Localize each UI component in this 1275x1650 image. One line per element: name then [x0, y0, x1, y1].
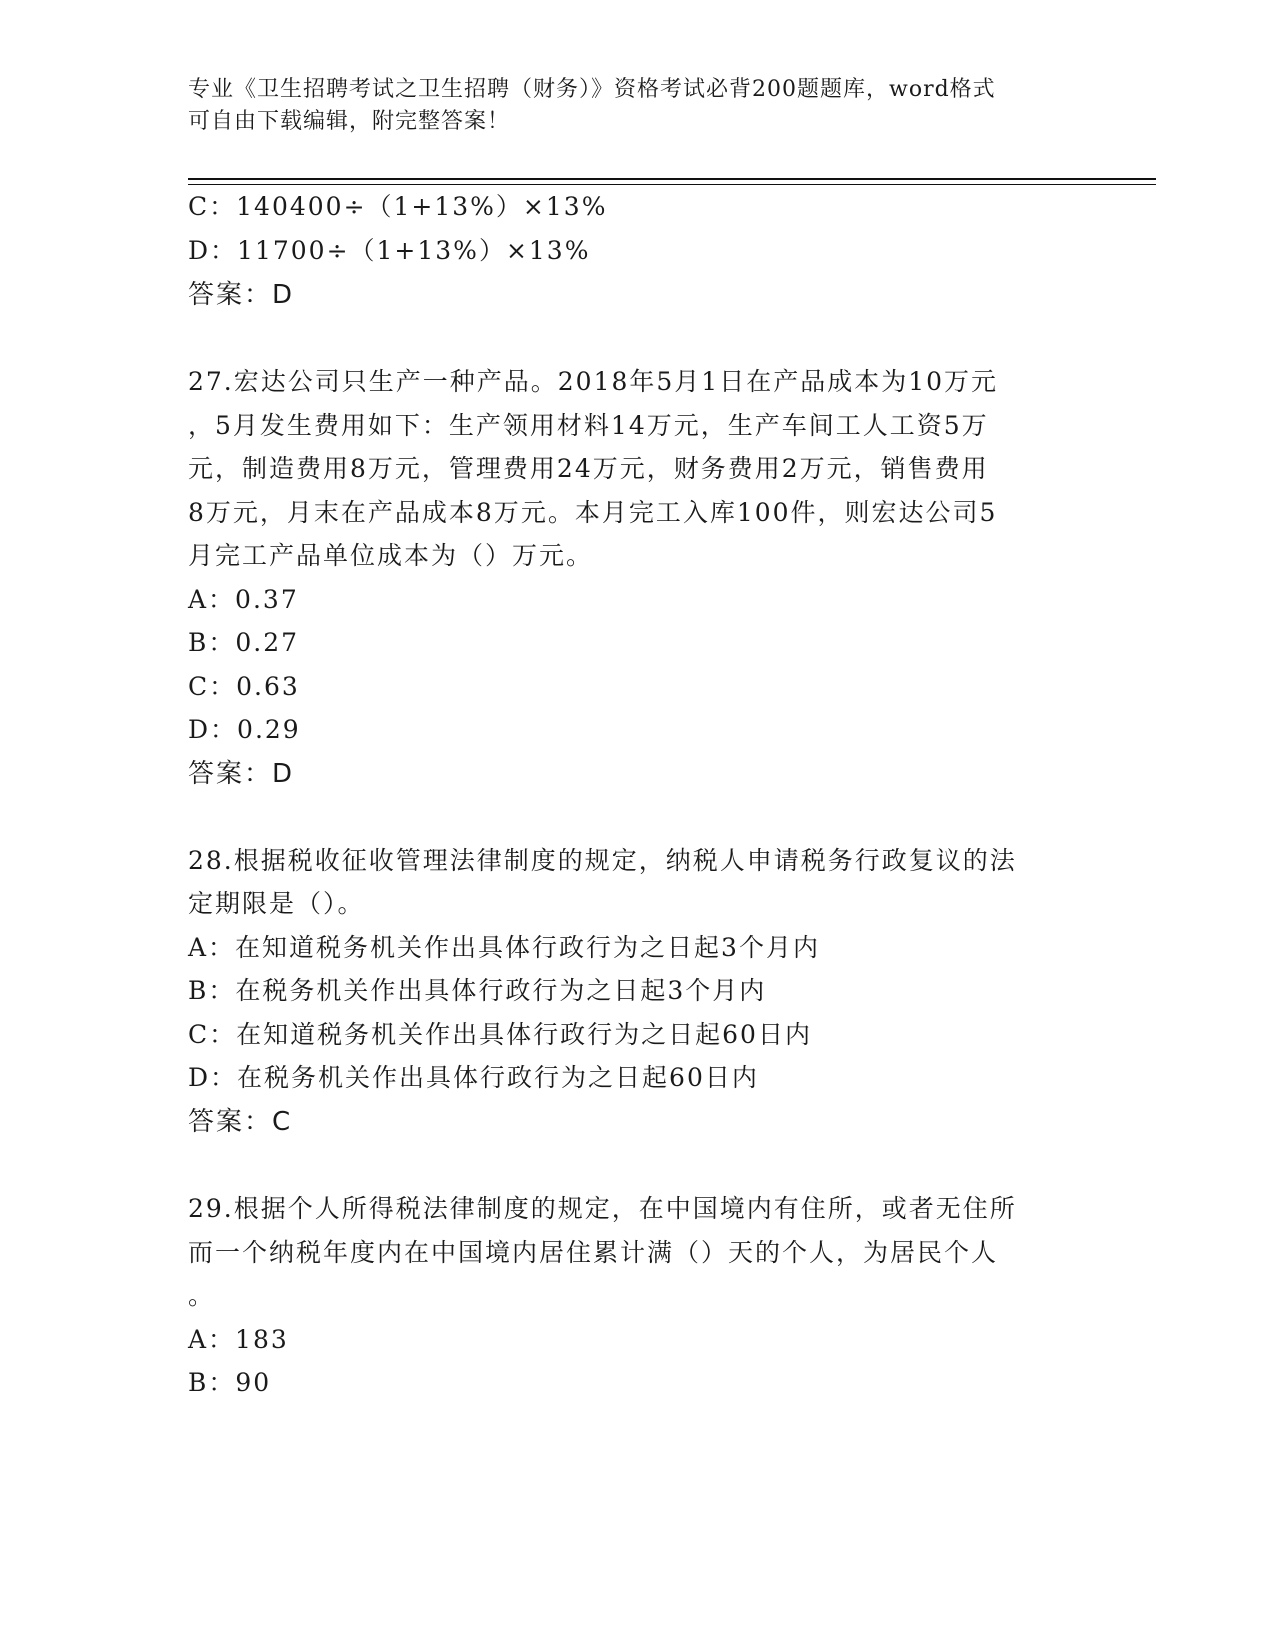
option-c: C：140400÷（1+13%）×13%: [188, 192, 608, 221]
answer-label: 答案：C: [188, 1107, 293, 1137]
question-29-line-1: 29.根据个人所得税法律制度的规定，在中国境内有住所，或者无住所: [188, 1194, 1017, 1223]
question-28-line-1: 28.根据税收征收管理法律制度的规定，纳税人申请税务行政复议的法: [188, 846, 1017, 875]
question-27-line-1: 27.宏达公司只生产一种产品。2018年5月1日在产品成本为10万元: [188, 367, 999, 396]
option-a: A：在知道税务机关作出具体行政行为之日起3个月内: [188, 933, 820, 962]
option-b: B：90: [188, 1368, 272, 1397]
option-a: A：183: [188, 1325, 289, 1354]
option-c: C：在知道税务机关作出具体行政行为之日起60日内: [188, 1020, 812, 1049]
option-a: A：0.37: [188, 585, 299, 614]
header-line-2: 可自由下载编辑，附完整答案！: [188, 109, 511, 134]
document-header: [188, 74, 1068, 138]
option-d: D：11700÷（1+13%）×13%: [188, 236, 591, 265]
option-c: C：0.63: [188, 672, 300, 701]
question-27-line-5: 月完工产品单位成本为（）万元。: [188, 541, 594, 570]
question-29-line-2: 而一个纳税年度内在中国境内居住累计满（）天的个人，为居民个人: [188, 1238, 999, 1267]
answer-label: 答案：D: [188, 759, 295, 789]
header-divider-thin: [188, 184, 1156, 185]
question-27-line-4: 8万元，月末在产品成本8万元。本月完工入库100件，则宏达公司5: [188, 498, 998, 527]
question-27-line-2: ，5月发生费用如下：生产领用材料14万元，生产车间工人工资5万: [188, 411, 989, 440]
question-29-line-3: 。: [188, 1281, 216, 1310]
header-divider: [188, 178, 1156, 180]
option-d: D：0.29: [188, 715, 301, 744]
question-28-line-2: 定期限是（）。: [188, 889, 365, 918]
question-27-line-3: 元，制造费用8万元，管理费用24万元，财务费用2万元，销售费用: [188, 454, 989, 483]
option-b: B：0.27: [188, 628, 300, 657]
option-b: B：在税务机关作出具体行政行为之日起3个月内: [188, 976, 767, 1005]
answer-label: 答案：D: [188, 280, 295, 310]
option-d: D：在税务机关作出具体行政行为之日起60日内: [188, 1063, 759, 1092]
header-line-1: 专业《卫生招聘考试之卫生招聘（财务）》资格考试必背200题题库，word格式: [188, 77, 996, 102]
